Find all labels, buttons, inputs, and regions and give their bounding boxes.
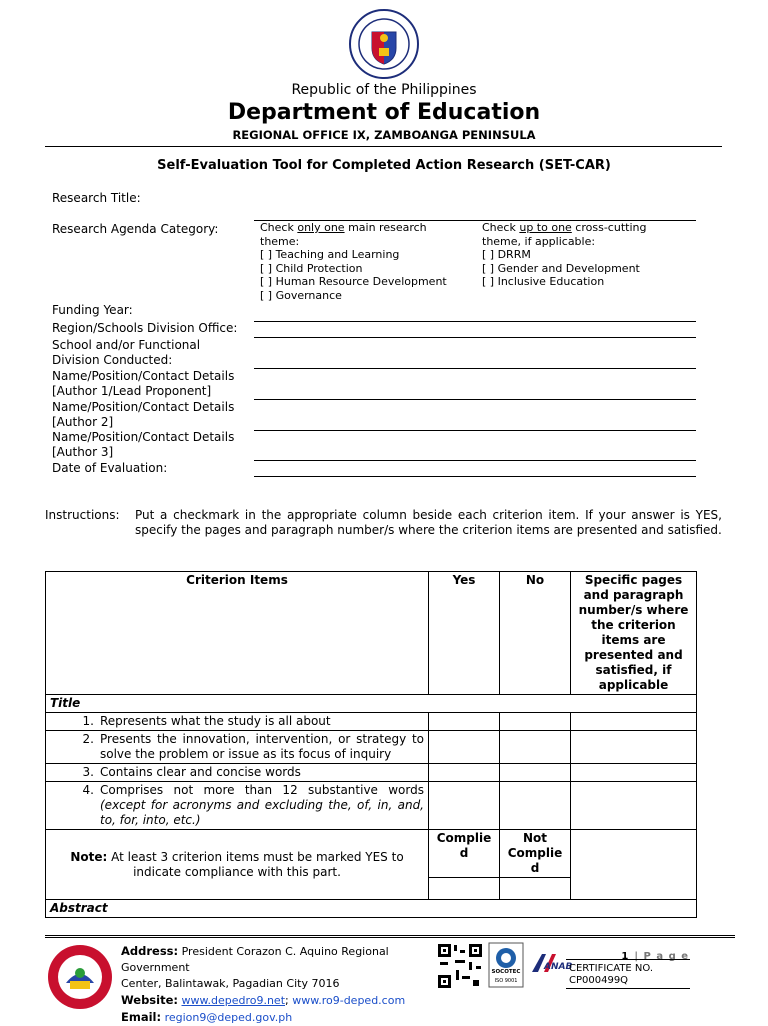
yes-header: Yes	[429, 572, 500, 695]
department-name: Department of Education	[227, 100, 541, 125]
republic-text: Republic of the Philippines	[291, 82, 477, 98]
criterion-text: Comprises not more than 12 substantive words	[100, 783, 424, 797]
not-complied-cell[interactable]	[500, 878, 571, 900]
criterion-table	[45, 571, 697, 918]
yes-cell[interactable]	[429, 782, 500, 830]
section-row	[46, 900, 697, 918]
no-cell[interactable]	[500, 764, 571, 782]
author1-line[interactable]	[254, 399, 696, 400]
deped-region-logo	[46, 943, 114, 1011]
compliance-note: Note: At least 3 criterion items must be marked YES to indicate compliance with this part.	[46, 830, 429, 900]
pages-cell[interactable]	[571, 764, 697, 782]
instructions-text: Put a checkmark in the appropriate column beside each criterion item. If your answer is YES, specify the pages and paragraph number/s where the criterion items are presented and satisfied.	[135, 508, 722, 537]
anab-badge: ANAB	[530, 950, 564, 976]
author3-label: Name/Position/Contact Details [Author 3]	[52, 430, 235, 459]
cross-theme-option[interactable]: [ ] Gender and Development	[482, 261, 640, 275]
cross-theme-option[interactable]: [ ] DRRM	[482, 248, 531, 261]
instructions-label: Instructions:	[45, 508, 120, 522]
pages-cell[interactable]	[571, 731, 697, 764]
no-header: No	[500, 572, 571, 695]
author2-label: Name/Position/Contact Details [Author 2]	[52, 400, 235, 429]
complied-cell[interactable]	[429, 878, 500, 900]
footer-divider	[45, 935, 735, 938]
criterion-note: (except for acronyms and excluding the, of, in, and, to, for, into, etc.)	[100, 798, 424, 827]
pages-cell[interactable]	[571, 713, 697, 731]
compliance-row	[46, 830, 697, 878]
specific-pages-header: Specific pages and paragraph number/s where the criterion items are presented and satisfied, if applicable	[571, 572, 697, 695]
page-number-rule	[566, 959, 690, 960]
criterion-text: Presents the innovation, intervention, or strategy to solve the problem or issue as its focus of inquiry	[100, 732, 424, 761]
website-link[interactable]: www.depedro9.net	[181, 994, 286, 1007]
author3-line[interactable]	[254, 460, 696, 461]
yes-cell[interactable]	[429, 731, 500, 764]
cross-theme-block: Check up to one cross-cutting theme, if applicable: [ ] DRRM [ ] Gender and Development [ ] Inclusive Education	[482, 221, 697, 289]
main-theme-option[interactable]: [ ] Governance	[260, 288, 342, 302]
criterion-text: Represents what the study is all about	[100, 714, 331, 728]
school-division-line[interactable]	[254, 368, 696, 369]
complied-header: Complie d	[429, 830, 500, 878]
regional-office: REGIONAL OFFICE IX, ZAMBOANGA PENINSULA	[232, 128, 536, 142]
section-title: Title	[46, 695, 697, 713]
funding-year-line[interactable]	[254, 321, 696, 322]
website-link-2[interactable]: www.ro9-deped.com	[292, 994, 406, 1007]
funding-year-label: Funding Year:	[52, 303, 133, 317]
compliance-pages-cell[interactable]	[571, 830, 697, 900]
research-title-label: Research Title:	[52, 191, 141, 205]
table-row: 1. Represents what the study is all about	[46, 713, 697, 731]
section-row	[46, 695, 697, 713]
form-title: Self-Evaluation Tool for Completed Action Research (SET-CAR)	[157, 158, 611, 173]
agenda-category-label: Research Agenda Category:	[52, 222, 219, 236]
deped-seal	[348, 8, 420, 80]
main-theme-option[interactable]: [ ] Child Protection	[260, 261, 363, 275]
main-theme-option[interactable]: [ ] Teaching and Learning	[260, 248, 400, 261]
table-header-row	[46, 572, 697, 695]
date-evaluation-label: Date of Evaluation:	[52, 461, 168, 475]
section-abstract: Abstract	[46, 900, 697, 918]
main-theme-option[interactable]: [ ] Human Resource Development	[260, 275, 447, 288]
criterion-text: Contains clear and concise words	[100, 765, 301, 779]
criterion-items-header: Criterion Items	[46, 572, 429, 695]
table-row: 2. Presents the innovation, intervention, or strategy to solve the problem or issue as its focus of inquiry	[46, 731, 697, 764]
author1-label: Name/Position/Contact Details [Author 1/Lead Proponent]	[52, 369, 235, 398]
table-row: 4. Comprises not more than 12 substantive words (except for acronyms and excluding the, of, in, and, to, for, into, etc.)	[46, 782, 697, 830]
no-cell[interactable]	[500, 731, 571, 764]
main-theme-block: Check only one main research theme: [ ] Teaching and Learning [ ] Child Protection [ ] Human Resource Development [ ] Governance	[260, 221, 475, 302]
pages-cell[interactable]	[571, 782, 697, 830]
header-divider	[45, 146, 722, 147]
date-evaluation-line[interactable]	[254, 476, 696, 477]
cross-theme-option[interactable]: [ ] Inclusive Education	[482, 275, 605, 288]
footer-contact: Address: President Corazon C. Aquino Regional Government Center, Balintawak, Pagadian City 7016 Website: www.depedro9.net; www.ro9-deped.com Email: region9@deped.gov.ph	[121, 944, 406, 1024]
no-cell[interactable]	[500, 782, 571, 830]
yes-cell[interactable]	[429, 764, 500, 782]
certificate-rule	[566, 988, 690, 989]
not-complied-header: Not Complie d	[500, 830, 571, 878]
page-number: 1 | P a g e	[621, 951, 689, 962]
author2-line[interactable]	[254, 430, 696, 431]
yes-cell[interactable]	[429, 713, 500, 731]
email-link[interactable]: region9@deped.gov.ph	[164, 1011, 293, 1024]
school-division-label: School and/or Functional Division Conducted:	[52, 338, 201, 367]
table-row: 3. Contains clear and concise words	[46, 764, 697, 782]
no-cell[interactable]	[500, 713, 571, 731]
certificate-info: CERTIFICATE NO. CP000499Q	[569, 963, 654, 986]
socotec-badge: SOCOTEC ISO 9001	[488, 942, 524, 988]
qr-code-icon	[436, 942, 484, 990]
region-office-line[interactable]	[254, 337, 696, 338]
region-office-label: Region/Schools Division Office:	[52, 321, 238, 335]
